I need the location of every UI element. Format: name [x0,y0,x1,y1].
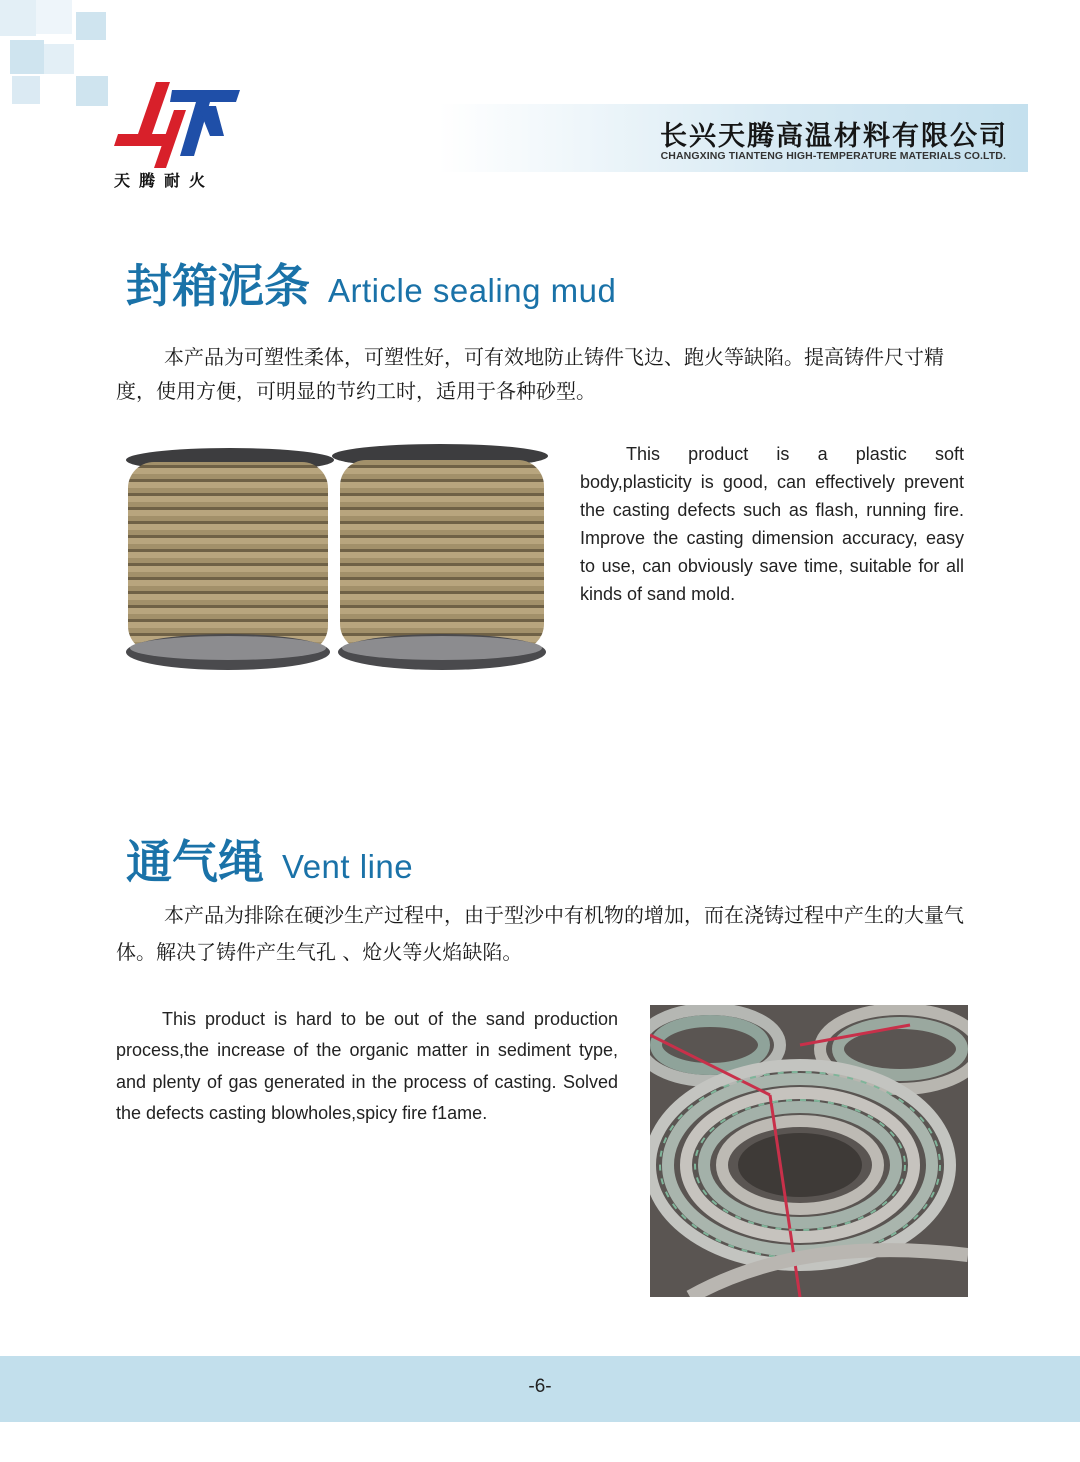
section-description-cn: 本产品为可塑性柔体，可塑性好，可有效地防止铸件飞边、跑火等缺陷。提高铸件尺寸精度，使用方便，可明显的节约工时，适用于各种砂型。 [116,345,944,403]
section-description-en: This product is a plastic soft body,plasticity is good, can effectively prevent the casting defects such as flash, running fire. Improve the casting dimension accuracy, easy to use, can obviously save time, suitable for all kinds of sand mold. [580,444,964,604]
logo-caption: 天腾耐火 [114,171,215,190]
company-name-cn: 长兴天腾高温材料有限公司 [660,121,1008,152]
page-number: -6- [528,1376,552,1397]
company-name-en: CHANGXING TIANTENG HIGH-TEMPERATURE MATERIALS CO.LTD. [660,150,1006,162]
section-title-en: Vent line [282,848,414,885]
section-title-vent-line [126,826,413,892]
section-title-cn: 封箱泥条 [126,259,310,313]
section-description-en: This product is hard to be out of the sand production process,the increase of the organic matter in sediment type, and plenty of gas generated in the process of casting. Solved the defects casting blowholes,spicy fire f1ame. [116,1009,618,1123]
corner-decoration [0,0,120,120]
vent-line-coils-image [650,1005,968,1297]
section-title-en: Article sealing mud [328,272,617,309]
section-title-cn: 通气绳 [126,835,264,889]
section-description-cn: 本产品为排除在硬沙生产过程中，由于型沙中有机物的增加，而在浇铸过程中产生的大量气体。解决了铸件产生气孔 、炝火等火焰缺陷。 [116,903,964,964]
section-title-sealing-mud [126,250,616,316]
company-logo [112,76,244,168]
sealing-mud-spools-image [120,440,552,680]
